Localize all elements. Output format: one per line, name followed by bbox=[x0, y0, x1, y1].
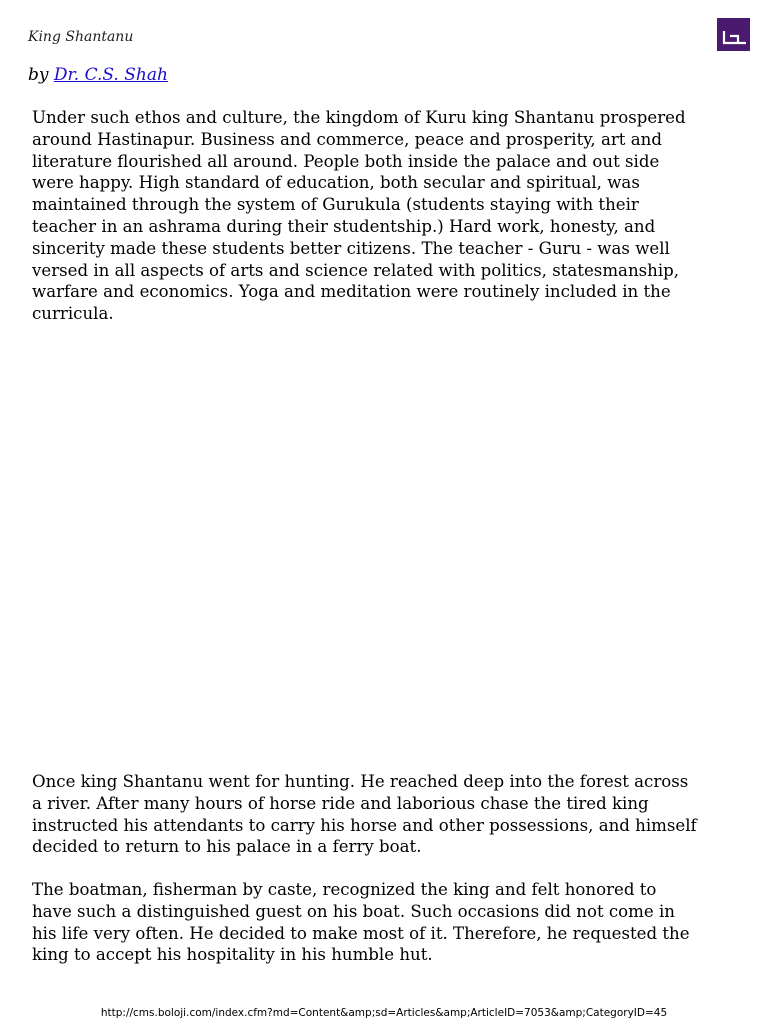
article-paragraph: Under such ethos and culture, the kingdom of Kuru king Shantanu prospered around Hastinapur. Business and commerce, peace and prosperity, art and literature flourished all around. People both inside the palace and out side were happy. High standard of education, both secular and spiritual, was maintained through the system of Gurukula (students staying with their teacher in an ashrama during their studentship.) Hard work, honesty, and sincerity made these students better citizens. The teacher - Guru - was well versed in all aspects of arts and science related with politics, statesmanship, warfare and economics. Yoga and meditation were routinely included in the curricula. bbox=[32, 108, 686, 324]
footer-url: http://cms.boloji.com/index.cfm?md=Content&amp;sd=Articles&amp;ArticleID=7053&amp;CategoryID=45 bbox=[100, 1007, 668, 1019]
byline bbox=[28, 64, 168, 86]
article-paragraph: Once king Shantanu went for hunting. He reached deep into the forest across a river. After many hours of horse ride and laborious chase the tired king instructed his attendants to carry his horse and other possessions, and himself decided to return to his palace in a ferry boat. bbox=[32, 772, 697, 857]
author-link[interactable]: Dr. C.S. Shah bbox=[53, 65, 168, 85]
article-paragraph: The boatman, fisherman by caste, recognized the king and felt honored to have such a distinguished guest on his boat. Such occasions did not come in his life very often. He decided to make most of it. Therefore, he requested the king to accept his hospitality in his humble hut. bbox=[32, 880, 690, 965]
page-title: King Shantanu bbox=[28, 29, 134, 45]
bookmark-tab-icon bbox=[717, 18, 750, 51]
byline-prefix: by bbox=[28, 65, 54, 85]
